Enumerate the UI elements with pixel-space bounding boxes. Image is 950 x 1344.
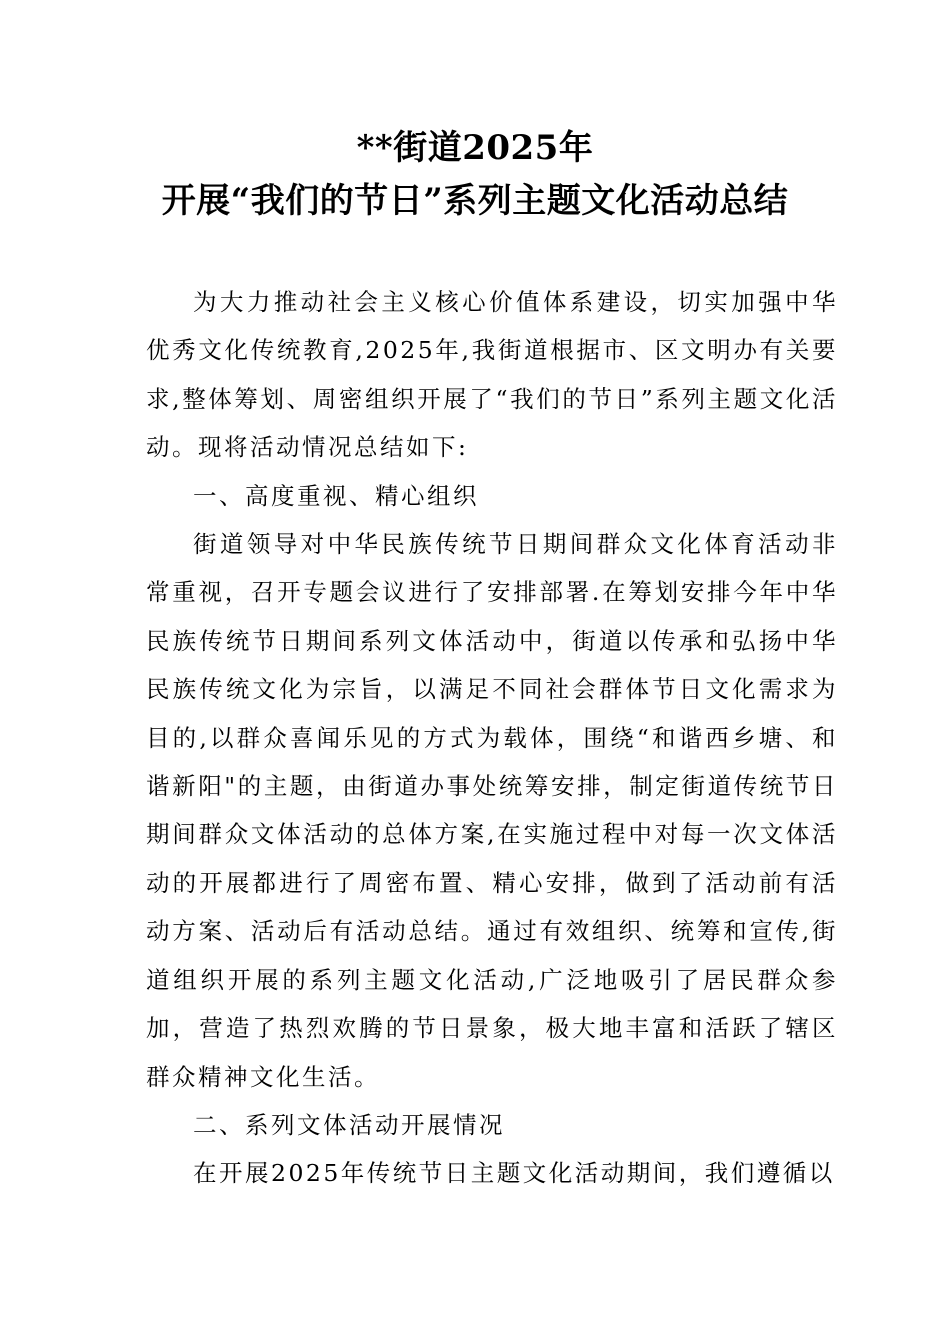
intro-paragraph: 为大力推动社会主义核心价值体系建设，切实加强中华优秀文化传统教育,2025年,我街道根据市、区文明办有关要求,整体筹划、周密组织开展了“我们的节日”系列主题文化活动。现将活动情况总结如下: — [146, 288, 838, 462]
section-heading-2: 二、系列文体活动开展情况 — [193, 1110, 505, 1139]
document-body — [146, 278, 838, 1198]
document-title — [0, 122, 950, 228]
title-line-1: **街道2025年 — [356, 128, 594, 168]
title-line-2: 开展“我们的节日”系列主题文化活动总结 — [161, 181, 789, 221]
section-1-paragraph: 街道领导对中华民族传统节日期间群众文化体育活动非常重视，召开专题会议进行了安排部署.在筹划安排今年中华民族传统节日期间系列文体活动中，街道以传承和弘扬中华民族传统文化为宗旨，以满足不同社会群体节日文化需求为目的,以群众喜闻乐见的方式为载体，围绕“和谐西乡塘、和谐新阳"的主题，由街道办事处统筹安排，制定街道传统节日期间群众文体活动的总体方案,在实施过程中对每一次文体活动的开展都进行了周密布置、精心安排，做到了活动前有活动方案、活动后有活动总结。通过有效组织、统筹和宣传,街道组织开展的系列主题文化活动,广泛地吸引了居民群众参加，营造了热烈欢腾的节日景象，极大地丰富和活跃了辖区群众精神文化生活。 — [146, 530, 838, 1091]
section-2-paragraph: 在开展2025年传统节日主题文化活动期间，我们遵循以 — [193, 1159, 835, 1188]
section-heading-1: 一、高度重视、精心组织 — [193, 481, 479, 510]
